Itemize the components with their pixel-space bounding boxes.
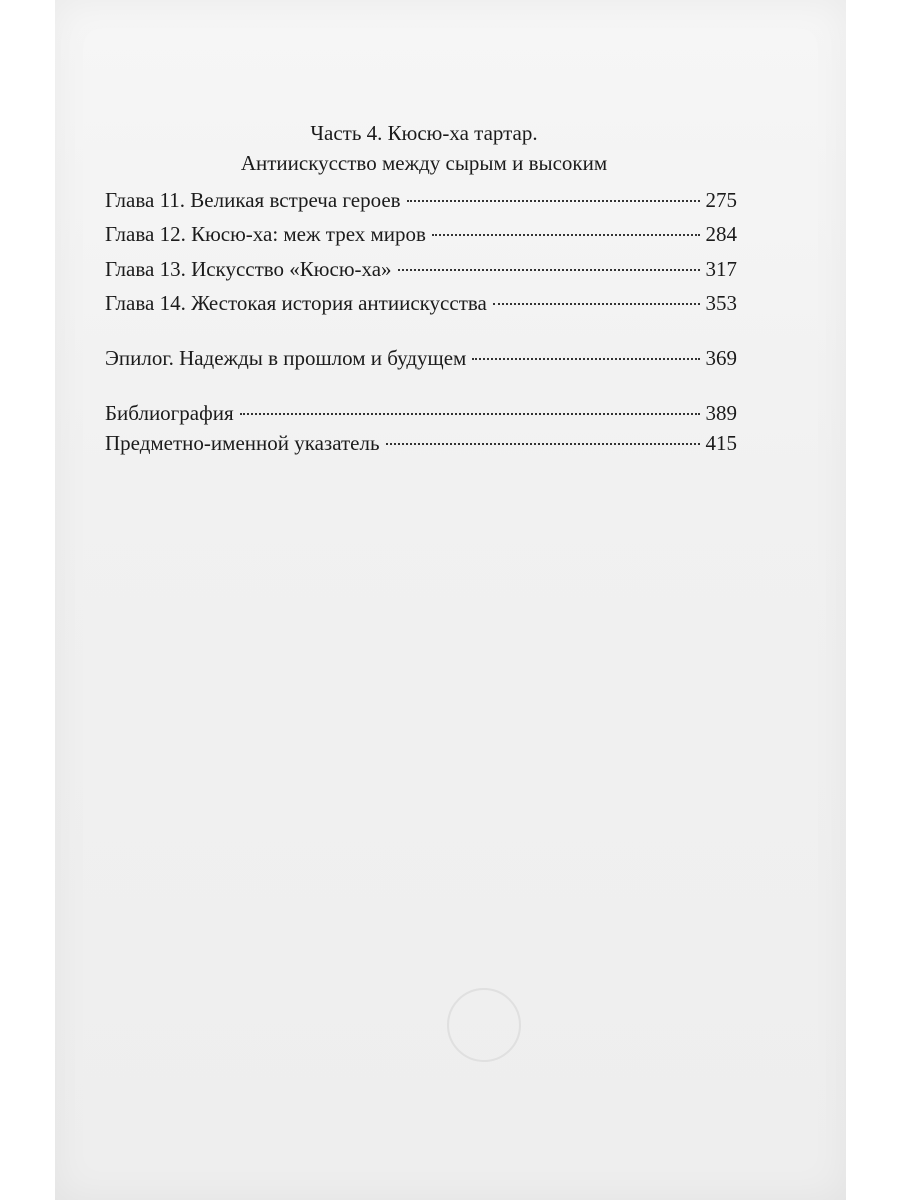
- dot-leader: [240, 413, 700, 415]
- toc-entry-page: 353: [705, 291, 737, 315]
- toc-entry-title: Эпилог. Надежды в прошлом и будущем: [105, 346, 467, 370]
- toc-entry-chapter-14: [105, 291, 737, 319]
- toc-entry-index: [105, 431, 737, 459]
- toc-entry-epilogue: [105, 346, 737, 374]
- toc-entry-title: Глава 14. Жестокая история антиискусства: [105, 291, 487, 315]
- toc-entry-page: 275: [705, 188, 737, 212]
- toc-entry-page: 389: [705, 401, 737, 425]
- toc-entry-title: Предметно-именной указатель: [105, 431, 380, 455]
- toc-entry-page: 415: [705, 431, 737, 455]
- bleed-through-texture: [55, 0, 846, 1200]
- dot-leader: [386, 443, 700, 445]
- table-of-contents: [105, 118, 737, 455]
- dot-leader: [407, 200, 700, 202]
- toc-entry-title: Библиография: [105, 401, 234, 425]
- dot-leader: [432, 234, 700, 236]
- dot-leader: [472, 358, 699, 360]
- toc-entry-page: 317: [705, 257, 737, 281]
- toc-entry-chapter-11: [105, 188, 737, 216]
- dot-leader: [493, 303, 700, 305]
- toc-entry-bibliography: [105, 401, 737, 429]
- toc-entry-page: 369: [705, 346, 737, 370]
- part-heading-line-1: Часть 4. Кюсю-ха тартар.: [310, 121, 538, 145]
- toc-entry-title: Глава 13. Искусство «Кюсю-ха»: [105, 257, 392, 281]
- part-heading: [105, 118, 743, 178]
- toc-entry-title: Глава 11. Великая встреча героев: [105, 188, 401, 212]
- toc-entry-page: 284: [705, 222, 737, 246]
- toc-entry-chapter-12: [105, 222, 737, 250]
- part-heading-line-2: Антиискусство между сырым и высоким: [240, 151, 608, 175]
- book-page: [55, 0, 846, 1200]
- age-rating-stamp-mark: [447, 988, 521, 1062]
- toc-entry-chapter-13: [105, 257, 737, 285]
- toc-entry-title: Глава 12. Кюсю-ха: меж трех миров: [105, 222, 426, 246]
- dot-leader: [398, 269, 700, 271]
